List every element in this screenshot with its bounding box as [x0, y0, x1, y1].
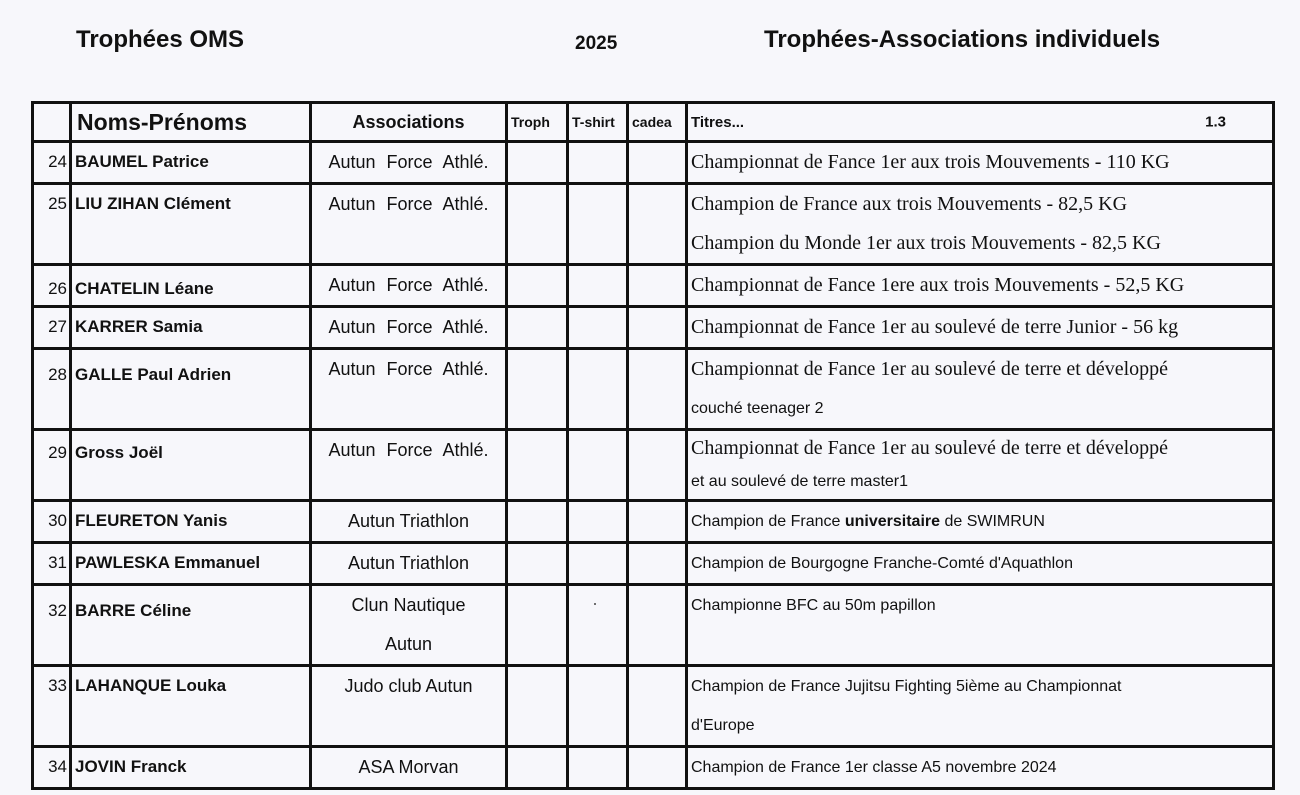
- row-gift-cell: [628, 307, 687, 349]
- row-association: Judo club Autun: [311, 666, 507, 747]
- row-tshirt-cell: [568, 585, 628, 666]
- row-tshirt-cell: [568, 430, 628, 501]
- row-tshirt-cell: [568, 501, 628, 543]
- header-association: Associations: [311, 103, 507, 142]
- table-row: [33, 543, 1274, 585]
- header-gift: cadea: [628, 103, 687, 142]
- title-line: couché teenager 2: [691, 400, 824, 417]
- title-line: Champion du Monde 1er aux trois Mouvements - 82,5 KG: [691, 232, 1161, 254]
- row-trophy-cell: [507, 265, 568, 307]
- title-line: Champion de France Jujitsu Fighting 5ième au Championnat: [691, 678, 1122, 695]
- row-tshirt-cell: [568, 666, 628, 747]
- row-number: 26: [33, 265, 71, 307]
- row-number: 32: [33, 585, 71, 666]
- row-association: Autun Force Athlé.: [311, 184, 507, 265]
- row-name: JOVIN Franck: [71, 747, 311, 789]
- row-trophy-cell: [507, 142, 568, 184]
- row-tshirt-cell: [568, 543, 628, 585]
- row-titles: [687, 543, 1274, 585]
- header-titles: [687, 103, 1274, 142]
- row-titles: [687, 501, 1274, 543]
- scan-speck: [594, 603, 596, 605]
- row-titles: [687, 585, 1274, 666]
- title-line: et au soulevé de terre master1: [691, 473, 909, 490]
- row-gift-cell: [628, 585, 687, 666]
- header-name: Noms-Prénoms: [71, 103, 311, 142]
- title-line: [691, 502, 1272, 541]
- row-number: 33: [33, 666, 71, 747]
- row-association: Autun Force Athlé.: [311, 142, 507, 184]
- title-line: Championne BFC au 50m papillon: [691, 597, 936, 614]
- row-name: CHATELIN Léane: [71, 265, 311, 307]
- row-titles: [687, 265, 1274, 307]
- header-tshirt: T-shirt: [568, 103, 628, 142]
- title-line: Champion de France aux trois Mouvements - 82,5 KG: [691, 193, 1128, 215]
- title-line: d'Europe: [691, 717, 755, 734]
- row-name: PAWLESKA Emmanuel: [71, 543, 311, 585]
- row-number: 24: [33, 142, 71, 184]
- row-association: Autun Force Athlé.: [311, 430, 507, 501]
- row-trophy-cell: [507, 747, 568, 789]
- row-number: 28: [33, 349, 71, 430]
- row-titles: [687, 142, 1274, 184]
- row-number: 31: [33, 543, 71, 585]
- row-number: 29: [33, 430, 71, 501]
- table-row: [33, 501, 1274, 543]
- row-titles: [687, 184, 1274, 265]
- row-association: ASA Morvan: [311, 747, 507, 789]
- row-tshirt-cell: [568, 307, 628, 349]
- row-number: 25: [33, 184, 71, 265]
- row-trophy-cell: [507, 307, 568, 349]
- header-titles-label: Titres...: [691, 113, 745, 131]
- row-name: BARRE Céline: [71, 585, 311, 666]
- row-association: Autun Triathlon: [311, 543, 507, 585]
- row-name: KARRER Samia: [71, 307, 311, 349]
- table-row: [33, 142, 1274, 184]
- row-titles: [687, 666, 1274, 747]
- table-row: [33, 430, 1274, 501]
- title-line: Championnat de Fance 1ere aux trois Mouvements - 52,5 KG: [691, 274, 1185, 296]
- row-association: [311, 585, 507, 666]
- title-part: Champion de France: [691, 513, 845, 530]
- row-gift-cell: [628, 430, 687, 501]
- header-trophy: Troph: [507, 103, 568, 142]
- row-name: Gross Joël: [71, 430, 311, 501]
- row-tshirt-cell: [568, 184, 628, 265]
- row-tshirt-cell: [568, 747, 628, 789]
- row-titles: [687, 430, 1274, 501]
- row-trophy-cell: [507, 349, 568, 430]
- row-trophy-cell: [507, 666, 568, 747]
- document-year: 2025: [575, 33, 618, 54]
- row-number: 34: [33, 747, 71, 789]
- title-line: Champion de Bourgogne Franche-Comté d'Aquathlon: [691, 555, 1073, 572]
- table-row: [33, 184, 1274, 265]
- row-trophy-cell: [507, 430, 568, 501]
- row-trophy-cell: [507, 543, 568, 585]
- row-gift-cell: [628, 142, 687, 184]
- row-number: 27: [33, 307, 71, 349]
- row-titles: [687, 307, 1274, 349]
- title-part: de SWIMRUN: [940, 513, 1045, 530]
- row-gift-cell: [628, 265, 687, 307]
- row-name: LIU ZIHAN Clément: [71, 184, 311, 265]
- document-subtitle: Trophées-Associations individuels: [764, 26, 1161, 53]
- association-line: Autun: [384, 634, 433, 654]
- document-title: Trophées OMS: [76, 26, 245, 53]
- row-titles: [687, 349, 1274, 430]
- row-tshirt-cell: [568, 349, 628, 430]
- row-gift-cell: [628, 349, 687, 430]
- row-number: 30: [33, 501, 71, 543]
- table-row: [33, 666, 1274, 747]
- row-name: FLEURETON Yanis: [71, 501, 311, 543]
- title-emphasis: universitaire: [844, 513, 941, 530]
- table-header-row: [33, 103, 1274, 142]
- table-row: [33, 349, 1274, 430]
- title-line: Championnat de Fance 1er au soulevé de terre Junior - 56 kg: [691, 316, 1179, 338]
- table-row: [33, 585, 1274, 666]
- page-number: 1.3: [1205, 113, 1226, 131]
- title-line: Champion de France 1er classe A5 novembre 2024: [691, 759, 1057, 776]
- row-tshirt-cell: [568, 142, 628, 184]
- row-trophy-cell: [507, 585, 568, 666]
- title-line: Championnat de Fance 1er aux trois Mouvements - 110 KG: [691, 151, 1170, 173]
- association-line: Clun Nautique: [351, 595, 466, 615]
- table-row: [33, 307, 1274, 349]
- table-row: [33, 265, 1274, 307]
- header-number-cell: [33, 103, 71, 142]
- row-gift-cell: [628, 501, 687, 543]
- row-association: Autun Force Athlé.: [311, 307, 507, 349]
- row-name: LAHANQUE Louka: [71, 666, 311, 747]
- row-trophy-cell: [507, 501, 568, 543]
- row-association: Autun Force Athlé.: [311, 265, 507, 307]
- row-trophy-cell: [507, 184, 568, 265]
- row-gift-cell: [628, 666, 687, 747]
- row-gift-cell: [628, 747, 687, 789]
- row-gift-cell: [628, 543, 687, 585]
- table-row: [33, 747, 1274, 789]
- trophies-table: [31, 101, 1275, 790]
- title-line: Championnat de Fance 1er au soulevé de terre et développé: [691, 358, 1169, 380]
- row-association: Autun Triathlon: [311, 501, 507, 543]
- title-line: Championnat de Fance 1er au soulevé de terre et développé: [691, 437, 1169, 459]
- row-tshirt-cell: [568, 265, 628, 307]
- row-association: Autun Force Athlé.: [311, 349, 507, 430]
- row-name: GALLE Paul Adrien: [71, 349, 311, 430]
- row-name: BAUMEL Patrice: [71, 142, 311, 184]
- row-gift-cell: [628, 184, 687, 265]
- row-titles: [687, 747, 1274, 789]
